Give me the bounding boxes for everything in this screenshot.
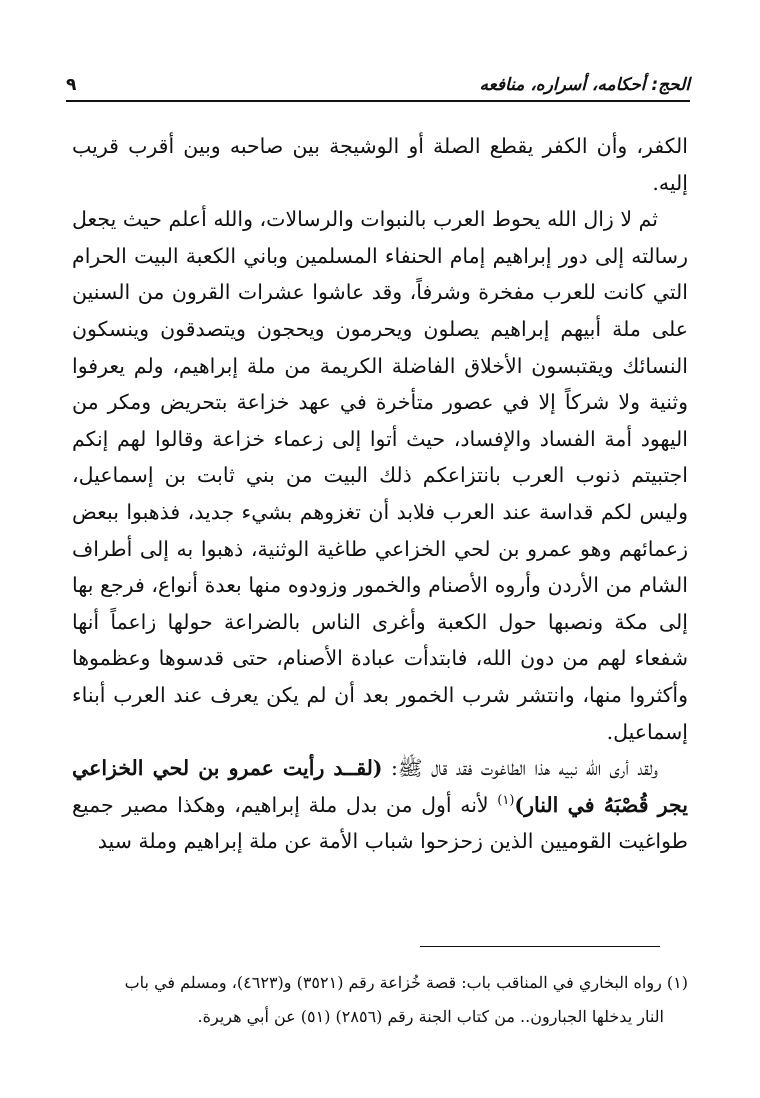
footnote-1-line-1: (١) رواه البخاري في المناقب باب: قصة خُزاعة رقم (٣٥٢١) و(٤٦٢٣)، ومسلم في باب	[124, 973, 688, 992]
footnote-marker: (١)	[497, 792, 515, 808]
running-title: الحج: أحكامه، أسراره، منافعه	[479, 75, 690, 95]
footnote-1	[72, 966, 688, 1034]
body-text	[72, 128, 688, 860]
paragraph-1: الكفر، وأن الكفر يقطع الصلة أو الوشيجة بين صاحبه وبين أقرب قريب إليه.	[72, 134, 688, 195]
header-rule	[66, 100, 690, 102]
page-number: ٩	[66, 75, 77, 95]
paragraph-3	[72, 750, 688, 860]
paragraph-3-intro: ولقد أرى الله نبيه هذا الطاغوت فقد قال ﷺ:	[382, 756, 658, 781]
footnotes	[72, 966, 688, 1034]
paragraph-2: ثم لا زال الله يحوط العرب بالنبوات والرسالات، والله أعلم حيث يجعل رسالته إلى دور إبراهيم إمام الحنفاء المسلمين وباني الكعبة البيت الحرام التي كانت للعرب مفخرة وشرفاً، وقد عاشوا عشرات القرون من السنين على ملة أبيهم إبراهيم يصلون ويحرمون ويحجون ويتصدقون وينسكون النسائك ويقتبسون الأخلاق الفاضلة الكريمة من ملة إبراهيم، ولم يعرفوا وثنية ولا شركاً إلا في عصور متأخرة في عهد خزاعة بتحريض ومكر من اليهود أمة الفساد والإفساد، حيث أتوا إلى زعماء خزاعة وقالوا لهم إنكم اجتبيتم ذنوب العرب بانتزاعكم ذلك البيت من بني ثابت بن إسماعيل، وليس لكم قداسة عند العرب فلابد أن تغزوهم بشيء جديد، فذهبوا ببعض زعمائهم وهو عمرو بن لحي الخزاعي طاغية الوثنية، ذهبوا به إلى أطراف الشام من الأردن وأروه الأصنام والخمور وزودوه منها بعدة أنواع، فرجع بها إلى مكة ونصبها حول الكعبة وأغرى الناس بالضراعة حولها زاعماً أنها شفعاء لهم من دون الله، فابتدأت عبادة الأصنام، حتى قدسوها وعظموها وأكثروا منها، وانتشر شرب الخمور بعد أن لم يكن يعرف عند العرب أبناء إسماعيل.	[72, 207, 689, 744]
footnote-1-line-2: النار يدخلها الجبارون.. من كتاب الجنة رقم (٢٨٥٦) (٥١) عن أبي هريرة.	[197, 1007, 664, 1026]
footnote-rule	[420, 946, 660, 947]
hadith-quote: (لقــد رأيت عمرو بن لحي الخزاعي يجر قُصْبَهُ في النار)	[72, 756, 688, 817]
paragraph-3-rest: لأنه أول من بدل ملة إبراهيم، وهكذا مصير جميع طواغيت القوميين الذين زحزحوا شباب الأمة عن ملة إبراهيم وملة سيد	[72, 792, 688, 854]
running-head	[66, 72, 690, 98]
